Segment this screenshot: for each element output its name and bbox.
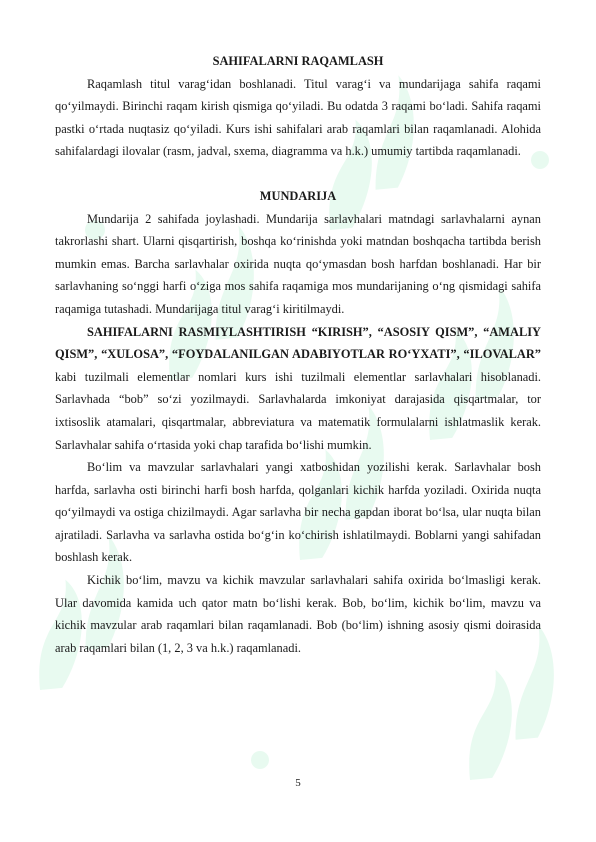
paragraph-section-headings: Bo‘lim va mavzular sarlavhalari yangi xatboshidan yozilishi kerak. Sarlavhalar bosh harfda, sarlavha osti birinchi harfi bosh harfda, qolganlari kichik harfda yoziladi. Oxirida nuqta qo‘yilmaydi va ostiga chizilmaydi. Agar sarlavha bir necha gapdan iborat bo‘lsa, ular nuqta bilan ajratiladi. Sarlavha va sarlavha ostida bo‘g‘in ko‘chirish ishlatilmaydi. Boblarni yangi sahifadan boshlash kerak. (55, 460, 541, 565)
bold-lead-structural-headings: SAHIFALARNI RASMIYLASHTIRISH “KIRISH”, “ASOSIY QISM”, “AMALIY QISM”, “XULOSA”, “FOYDALANILGAN ADABIYOTLAR RO‘YXATI”, “ILOVALAR” (55, 324, 541, 362)
document-body (55, 50, 541, 659)
paragraph-structural-elements (55, 321, 541, 457)
paragraph-table-of-contents: Mundarija 2 sahifada joylashadi. Mundarija sarlavhalari matndagi sarlavhalarni aynan takrorlashi shart. Ularni qisqartirish, boshqa ko‘rinishda yoki matndan boshqacha tartibda berish mumkin emas. Barcha sarlavhalar oxirida nuqta qo‘ymasdan bosh harfdan boshlanadi. Har bir sarlavhaning so‘nggi harfi o‘ziga mos sahifa raqamiga mos mundarijaning o‘ng qismidagi sahifa raqamiga tutashadi. Mundarijaga titul varag‘i kiritilmaydi. (55, 211, 541, 316)
section-heading-table-of-contents: MUNDARIJA (259, 188, 337, 203)
spacer (55, 163, 541, 185)
paragraph-page-numbering: Raqamlash titul varag‘idan boshlanadi. Titul varag‘i va mundarijaga sahifa raqami qo‘yilmaydi. Birinchi raqam kirish qismiga qo‘yiladi. Bu odatda 3 raqami bo‘ladi. Sahifa raqami pastki o‘rtada nuqtasiz qo‘yiladi. Kurs ishi sahifalari arab raqamlari bilan raqamlanadi. Alohida sahifalardagi ilovalar (rasm, jadval, sxema, diagramma va h.k.) umumiy tartibda raqamlanadi. (55, 76, 541, 159)
paragraph-subsection-headings: Kichik bo‘lim, mavzu va kichik mavzular sarlavhalari sahifa oxirida bo‘lmasligi kerak. Ular davomida kamida uch qator matn bo‘lishi kerak. Bob, bo‘lim, kichik bo‘lim, mavzu va kichik mavzular arab raqamlari bilan raqamlanadi. Bob (bo‘lim) ishning asosiy qismi doirasida arab raqamlari bilan (1, 2, 3 va h.k.) raqamlanadi. (55, 573, 541, 655)
section-heading-page-numbering: SAHIFALARNI RAQAMLASH (212, 54, 384, 68)
page-number: 5 (295, 777, 301, 789)
structural-elements-text: kabi tuzilmali elementlar nomlari kurs ishi tuzilmali elementlar sarlavhalari hisoblanadi. Sarlavhada “bob” so‘zi yozilmaydi. Sarlavhalarda imkoniyat darajasida qisqartmalar, tor ixtisoslik atamalari, qisqartmalar, abbreviatura va matematik formulalarni ishlatmaslik kerak. Sarlavhalar sahifa o‘rtasida yoki chap tarafida bo‘lishi mumkin. (55, 369, 541, 452)
